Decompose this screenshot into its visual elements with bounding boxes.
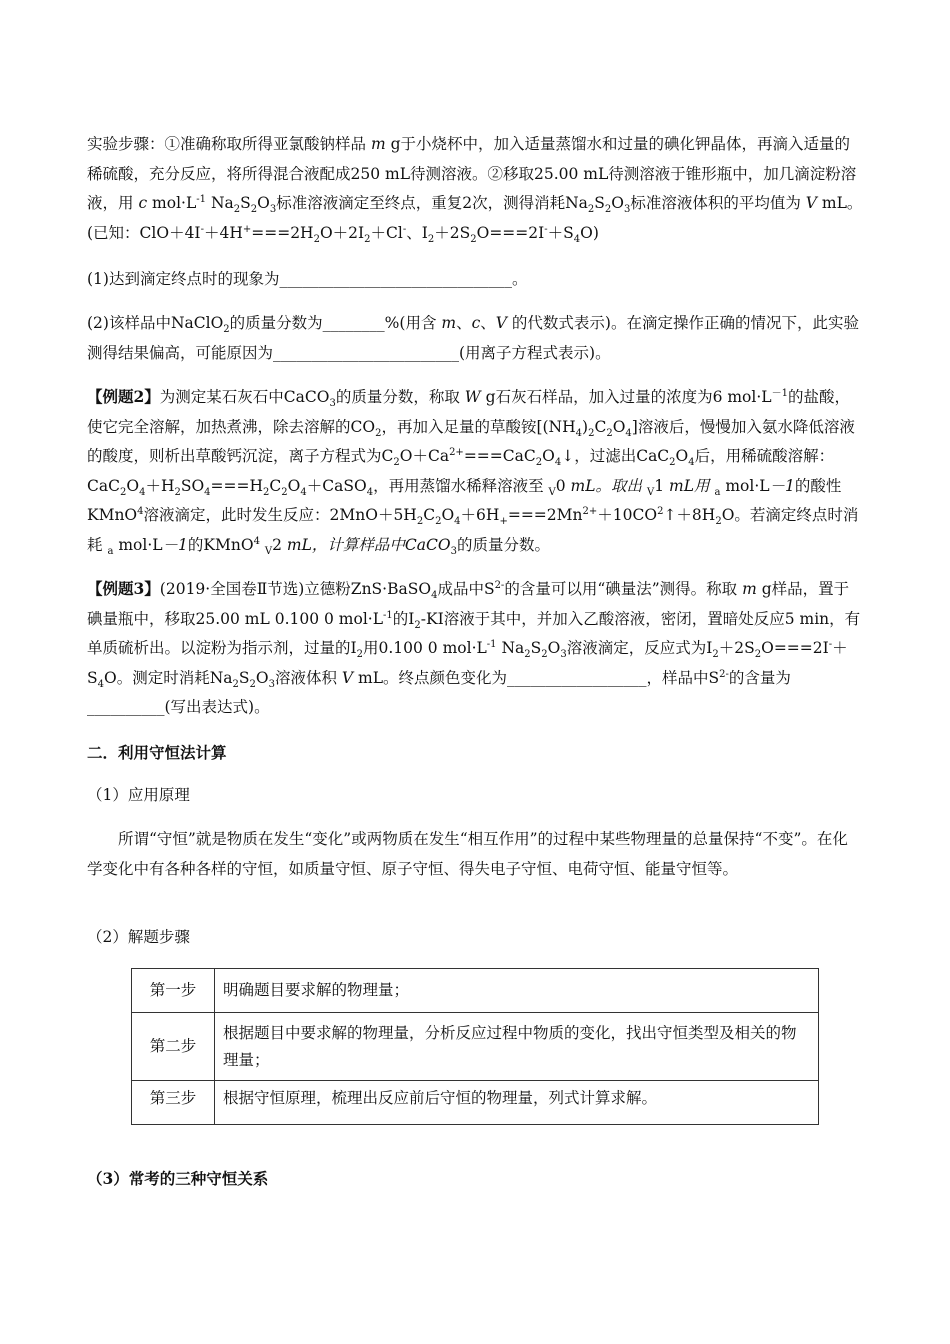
experiment-steps-paragraph xyxy=(87,130,863,248)
step-text-cell: 根据题目中要求解的物理量，分析反应过程中物质的变化，找出守恒类型及相关的物理量； xyxy=(215,1013,819,1081)
step-name-cell: 第一步 xyxy=(132,969,215,1013)
section-2-heading xyxy=(87,738,863,768)
question-2-text: (2)该样品中NaClO$_2$的质量分数为________%(用含 m、c、V 的代数式表示)。在滴定操作正确的情况下，此实验测得结果偏高，可能原因为________________________(用离子方程式表示)。 xyxy=(87,314,859,362)
example-3-text: 【例题3】(2019·全国卷Ⅱ节选)立德粉ZnS·BaSO$_4$成品中$S^{2-}$的含量可以用“碘量法”测得。称取 m g样品，置于碘量瓶中，移取25.00 mL 0.100 0 $mol\cdot L^{-1}$的$I_2-KI$溶液于其中，并加入乙酸溶液，密闭，置暗处反应5 min，有单质硫析出。以淀粉为指示剂，过量的$I_2$用0.100 0 $mol\cdot L^{-1}$ $Na_2S_2O_3$溶液滴定，反应式为$I_2+2S_2O===2I^-+S_4O$。测定时消耗$Na_2S_2O_3$溶液体积 V mL。终点颜色变化为__________________，样品中$S^{2-}$的含量为__________(写出表达式)。 xyxy=(87,579,861,716)
subheading-application-principle xyxy=(87,781,863,811)
subheading-1-title: （1）应用原理 xyxy=(87,786,190,804)
example-3-label: 【例题3】 xyxy=(87,579,160,598)
step-text-cell: 明确题目要求解的物理量； xyxy=(215,969,819,1013)
step-name-cell: 第二步 xyxy=(132,1013,215,1081)
steps-table xyxy=(131,968,819,1125)
principle-text: 所谓“守恒”就是物质在发生“变化”或两物质在发生“相互作用”的过程中某些物理量的总量保持“不变”。在化学变化中有各种各样的守恒，如质量守恒、原子守恒、得失电子守恒、电荷守恒、能量守恒等。 xyxy=(87,830,848,878)
example-2 xyxy=(87,382,863,560)
table-row xyxy=(132,1081,819,1125)
section-2-title: 二．利用守恒法计算 xyxy=(87,743,227,762)
example-3 xyxy=(87,574,863,723)
subheading-3-title: （3）常考的三种守恒关系 xyxy=(87,1169,269,1188)
principle-paragraph xyxy=(87,825,863,884)
example-2-label: 【例题2】 xyxy=(87,387,160,406)
question-1 xyxy=(87,265,863,295)
step-name-cell: 第三步 xyxy=(132,1081,215,1125)
experiment-steps-text: 实验步骤：①准确称取所得亚氯酸钠样品 m g于小烧杯中，加入适量蒸馏水和过量的碘化钾晶体，再滴入适量的稀硫酸，充分反应，将所得混合液配成250 mL待测溶液。②移取25.00 mL待测溶液于锥形瓶中，加几滴淀粉溶液，用 c $mol\cdot L^{-1}$ $Na_2S_2O_3$标准溶液滴定至终点，重复2次，测得消耗$Na_2S_2O_3$标准溶液体积的平均值为 V mL。(已知：$ClO+4I^-+4H^+===2H_2O+2I_2+Cl^-$、$I_2+2S_2O===2I^-+S_4O$) xyxy=(87,135,863,245)
subheading-2-title: （2）解题步骤 xyxy=(87,928,190,946)
step-text-cell: 根据守恒原理，梳理出反应前后守恒的物理量，列式计算求解。 xyxy=(215,1081,819,1125)
table-row xyxy=(132,969,819,1013)
subheading-solving-steps xyxy=(87,923,863,953)
table-row xyxy=(132,1013,819,1081)
question-1-text: (1)达到滴定终点时的现象为______________________________。 xyxy=(87,270,528,288)
subheading-three-conservation-relations xyxy=(87,1164,863,1194)
example-2-text: 【例题2】为测定某石灰石中CaCO$_3$的质量分数，称取 W g石灰石样品，加入过量的浓度为6 $mol\cdot L^{-1}$的盐酸，使它完全溶解，加热煮沸，除去溶解的$CO_2$，再加入足量的草酸铵$[(NH_4)_2C_2O_4]$溶液后，慢慢加入氨水降低溶液的酸度，则析出草酸钙沉淀，离子方程式为$C_2O+Ca^{2+}===CaC_2O_4↓$，过滤出$CaC_2O_4$后，用稀硫酸溶解：$CaC_2O_4+H_2SO_4===H_2C_2O_4+CaSO_4$，再用蒸馏水稀释溶液至 $_V$0 mL。取出 $_V$1 mL用 $_a$ mol·L－1的酸性KMnO$^4$溶液滴定，此时发生反应：$2MnO+5H_2C_2O_4+6H_+===2Mn^{2+}+10CO^2↑+8H_2O$。若滴定终点时消耗 $_a$ mol·L－1的KMnO$^4$ $_V$2 mL，计算样品中CaCO$_3$的质量分数。 xyxy=(87,387,859,557)
question-2 xyxy=(87,309,863,368)
